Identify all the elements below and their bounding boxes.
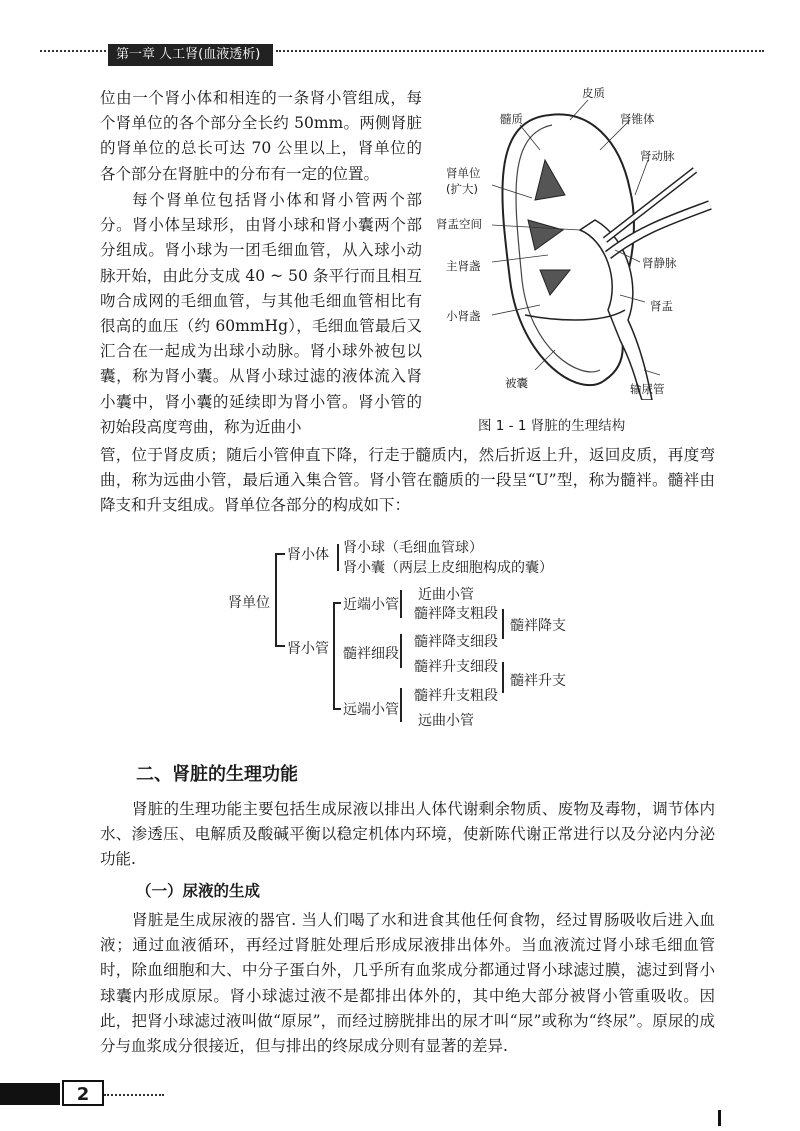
tree-renal-tubule: 肾小管 (287, 641, 329, 657)
chapter-header: 第一章 人工肾(血液透析) (108, 44, 273, 66)
footer-rule (104, 1094, 164, 1096)
tree-thin-descending: 髓袢降支细段 (414, 634, 498, 650)
label-minor-calyx: 小肾盏 (446, 309, 481, 323)
tree-bowman-capsule: 肾小囊（两层上皮细胞构成的囊） (343, 560, 553, 576)
label-cortex: 皮质 (582, 86, 605, 100)
tree-ascending-limb: 髓袢升支 (510, 673, 566, 689)
label-medulla: 髓质 (500, 112, 523, 126)
header-rule-right (276, 50, 764, 52)
label-renal-pelvis: 肾盂 (650, 299, 673, 313)
tree-bracket-ascending (502, 662, 504, 693)
tree-descending-limb: 髓袢降支 (510, 618, 566, 634)
tree-thin-ascending: 髓袢升支细段 (414, 659, 498, 675)
label-capsule: 被囊 (505, 376, 528, 390)
tree-bracket-corpuscle (337, 544, 339, 571)
tree-thin-segment: 髓袢细段 (343, 646, 399, 662)
header-rule-left (40, 50, 106, 52)
label-nephron: 肾单位 (446, 166, 481, 180)
section-paragraph-2: 肾脏是生成尿液的器官. 当人们喝了水和进食其他任何食物，经过胃肠吸收后进入血液；通过血液循环，再经过肾脏处理后形成尿液排出体外。当血液流过肾小球毛细血管时，除血细胞和大、中分子蛋白外，几乎所有血浆成分都通过肾小球滤过膜，滤过到肾小球囊内形成原尿。肾小球滤过液不是都排出体外的，其中绝大部分被肾小管重吸收。因此，把肾小球滤过液叫做“原尿”，而经过膀胱排出的尿才叫“尿”或称为“终尿”。原尿的成分与血浆成分很接近，但与排出的终尿成分则有显著的差异. (100, 911, 715, 1056)
label-enlarged: (扩大) (446, 182, 478, 196)
paragraph-1: 位由一个肾小体和相连的一条肾小管组成，每个肾单位的各个部分全长约 50mm。两侧肾脏的肾单位的总长可达 70 公里以上，肾单位的各个部分在肾脏中的分布有一定的位置。 (100, 89, 422, 183)
tree-distal-convoluted: 远曲小管 (418, 713, 474, 729)
page-bar (0, 1083, 60, 1105)
tree-bracket-tubule (333, 602, 335, 710)
page-number: 2 (62, 1080, 104, 1106)
label-renal-pyramid: 肾锥体 (620, 112, 655, 126)
tree-bracket-descending (502, 609, 504, 639)
label-ureter: 输尿管 (630, 382, 665, 396)
section-heading: 二、肾脏的生理功能 (136, 764, 298, 785)
section-paragraph-1: 肾脏的生理功能主要包括生成尿液以排出人体代谢剩余物质、废物及毒物，调节体内水、渗透压、电解质及酸碱平衡以稳定机体内环境，使新陈代谢正常进行以及分泌内分泌功能. (100, 800, 715, 869)
tree-proximal-tubule: 近端小管 (343, 597, 399, 613)
tree-bracket-root (275, 553, 277, 647)
tree-thick-descending: 髓袢降支粗段 (414, 606, 498, 622)
tree-renal-corpuscle: 肾小体 (287, 547, 329, 563)
edge-mark (718, 1110, 721, 1126)
label-pelvis-space: 肾盂空间 (436, 217, 482, 231)
label-major-calyx: 主肾盏 (446, 259, 481, 273)
tree-root: 肾单位 (228, 595, 270, 611)
tree-glomerulus: 肾小球（毛细血管球） (343, 540, 483, 556)
tree-thick-ascending: 髓袢升支粗段 (414, 688, 498, 704)
tree-proximal-convoluted: 近曲小管 (418, 587, 474, 603)
subsection-heading: （一）尿液的生成 (136, 881, 261, 900)
paragraph-2-bottom: 管，位于肾皮质；随后小管伸直下降，行走于髓质内，然后折返上升，返回皮质，再度弯曲，称为远曲小管，最后通入集合管。肾小管在髓质的一段呈“U”型，称为髓袢。髓袢由降支和升支组成。肾单位各部分的构成如下： (100, 446, 715, 515)
label-renal-vein: 肾静脉 (642, 256, 677, 270)
tree-distal-tubule: 远端小管 (343, 702, 399, 718)
label-renal-artery: 肾动脉 (640, 149, 675, 163)
paragraph-2-top: 每个肾单位包括肾小体和肾小管两个部分。肾小体呈球形，由肾小球和肾小囊两个部分组成。肾小球为一团毛细血管，从入球小动脉开始，由此分支成 40 ~ 50 条平行而且相互吻合成网的毛细血管，与其他毛细血管相比有很高的血压（约 60mmHg），毛细血管最后又汇合在一起成为出球小动脉。肾小球外被包以囊，称为肾小囊。从肾小球过滤的液体流入肾小囊中，肾小囊的延续即为肾小管。肾小管的初始段高度弯曲，称为近曲小 (100, 191, 422, 436)
figure-caption: 图 1 - 1 肾脏的生理结构 (478, 418, 626, 434)
kidney-figure (430, 80, 720, 400)
